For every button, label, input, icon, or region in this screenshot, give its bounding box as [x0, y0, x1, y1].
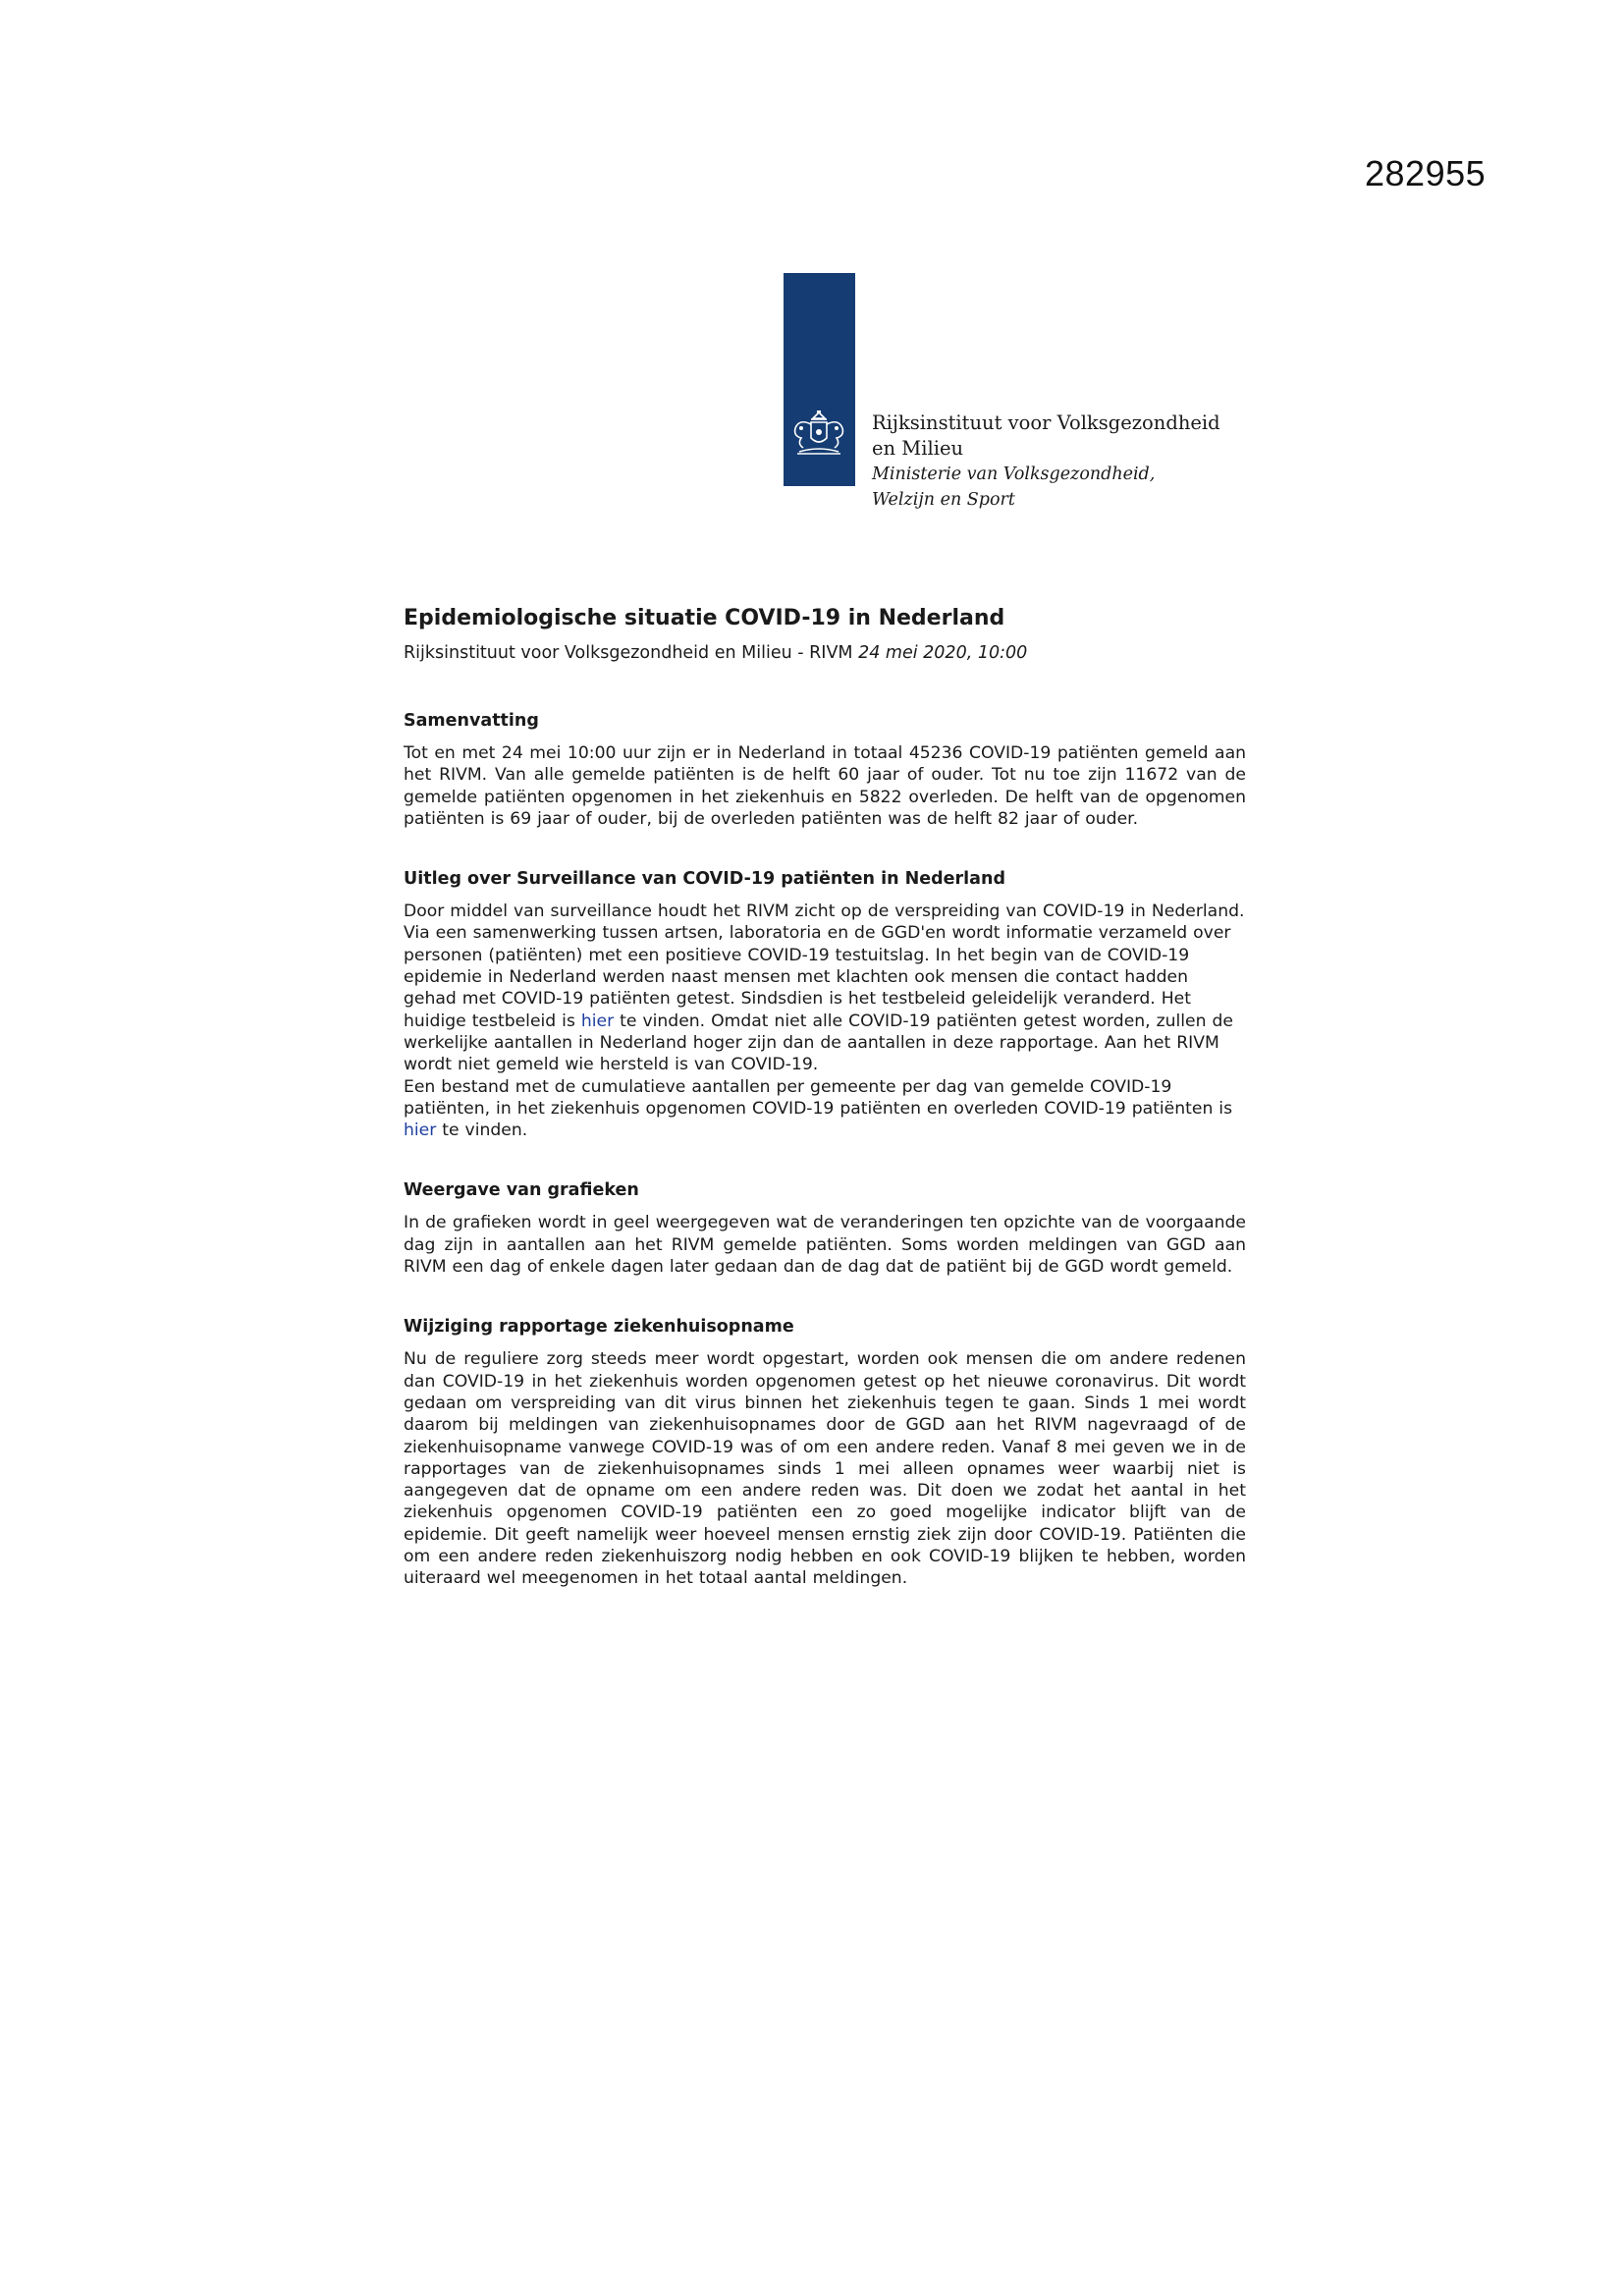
section-text-wijziging: Nu de reguliere zorg steeds meer wordt opgestart, worden ook mensen die om andere redenen dan COVID-19 in het ziekenhuis worden opgenomen getest op het nieuwe coronavirus. Dit wordt gedaan om verspreiding van dit virus binnen het ziekenhuis tegen te gaan. Sinds 1 mei wordt daarom bij meldingen van ziekenhuisopnames door de GGD aan het RIVM nagevraagd of de ziekenhuisopname vanwege COVID-19 was of om een andere reden. Vanaf 8 mei geven we in de rapportages van de ziekenhuisopnames sinds 1 mei alleen opnames weer waarbij niet is aangegeven dat de opname om een andere reden was. Dit doen we zodat het aantal in het ziekenhuis opgenomen COVID-19 patiënten een zo goed mogelijke indicator blijft van de epidemie. Dit geeft namelijk weer hoeveel mensen ernstig ziek zijn door COVID-19. Patiënten die om een andere reden ziekenhuiszorg nodig hebben en ook COVID-19 blijken te hebben, worden uiteraard wel meegenomen in het totaal aantal meldingen.	[404, 1349, 1246, 1589]
cumulative-data-link[interactable]: hier	[404, 1121, 437, 1141]
ministry-name-line-2: Welzijn en Sport	[872, 490, 1015, 510]
uitleg-text-part-4: te vinden.	[442, 1121, 528, 1141]
uitleg-text-part-3: Een bestand met de cumulatieve aantallen per gemeente per dag van gemelde COVID-19 patiënten, in het ziekenhuis opgenomen COVID-19 patiënten en overleden COVID-19 patiënten is	[404, 1076, 1233, 1119]
organization-name-line-2: en Milieu	[872, 437, 964, 460]
organization-name-line-1: Rijksinstituut voor Volksgezondheid	[872, 411, 1220, 434]
document-subtitle	[404, 640, 1246, 666]
organization-name	[872, 410, 1220, 513]
section-text-weergave: In de grafieken wordt in geel weergegeven wat de veranderingen ten opzichte van de voorgaande dag zijn in aantallen aan het RIVM gemelde patiënten. Soms worden meldingen van GGD aan RIVM een dag of enkele dagen later gedaan dan de dag dat de patiënt bij de GGD wordt gemeld.	[404, 1213, 1246, 1278]
document-number: 282955	[1365, 153, 1487, 193]
section-heading-weergave: Weergave van grafieken	[404, 1180, 639, 1201]
testbeleid-link[interactable]: hier	[580, 1011, 615, 1031]
document-title: Epidemiologische situatie COVID-19 in Nederland	[404, 606, 1005, 630]
coat-of-arms-icon	[787, 409, 851, 458]
section-heading-wijziging: Wijziging rapportage ziekenhuisopname	[404, 1317, 794, 1338]
ministry-name-line-1: Ministerie van Volksgezondheid,	[872, 465, 1156, 484]
section-text-samenvatting: Tot en met 24 mei 10:00 uur zijn er in Nederland in totaal 45236 COVID-19 patiënten gemeld aan het RIVM. Van alle gemelde patiënten is de helft 60 jaar of ouder. Tot nu toe zijn 11672 van de gemelde patiënten opgenomen in het ziekenhuis en 5822 overleden. De helft van de opgenomen patiënten is 69 jaar of ouder, bij de overleden patiënten was de helft 82 jaar of ouder.	[404, 743, 1246, 829]
government-logo-bar	[784, 273, 855, 486]
section-text-uitleg	[404, 901, 1246, 1141]
uitleg-text-part-1: Door middel van surveillance houdt het RIVM zicht op de verspreiding van COVID-19 in Nederland. Via een samenwerking tussen artsen, laboratoria en de GGD'en wordt informatie verzameld over personen (patiënten) met een positieve COVID-19 testuitslag. In het begin van de COVID-19 epidemie in Nederland werden naast mensen met klachten ook mensen die contact hadden gehad met COVID-19 patiënten getest. Sindsdien is het testbeleid geleidelijk veranderd. Het huidige testbeleid is	[404, 902, 1245, 1031]
subtitle-source: Rijksinstituut voor Volksgezondheid en Milieu - RIVM	[404, 643, 853, 663]
subtitle-date: 24 mei 2020, 10:00	[858, 643, 1028, 663]
section-heading-uitleg: Uitleg over Surveillance van COVID-19 patiënten in Nederland	[404, 869, 1005, 890]
document-body	[404, 597, 1246, 1625]
section-heading-samenvatting: Samenvatting	[404, 711, 539, 731]
uitleg-text-part-2: te vinden. Omdat niet alle COVID-19 patiënten getest worden, zullen de werkelijke aantallen in Nederland hoger zijn dan de aantallen in deze rapportage. Aan het RIVM wordt niet gemeld wie hersteld is van COVID-19.	[404, 1011, 1233, 1075]
